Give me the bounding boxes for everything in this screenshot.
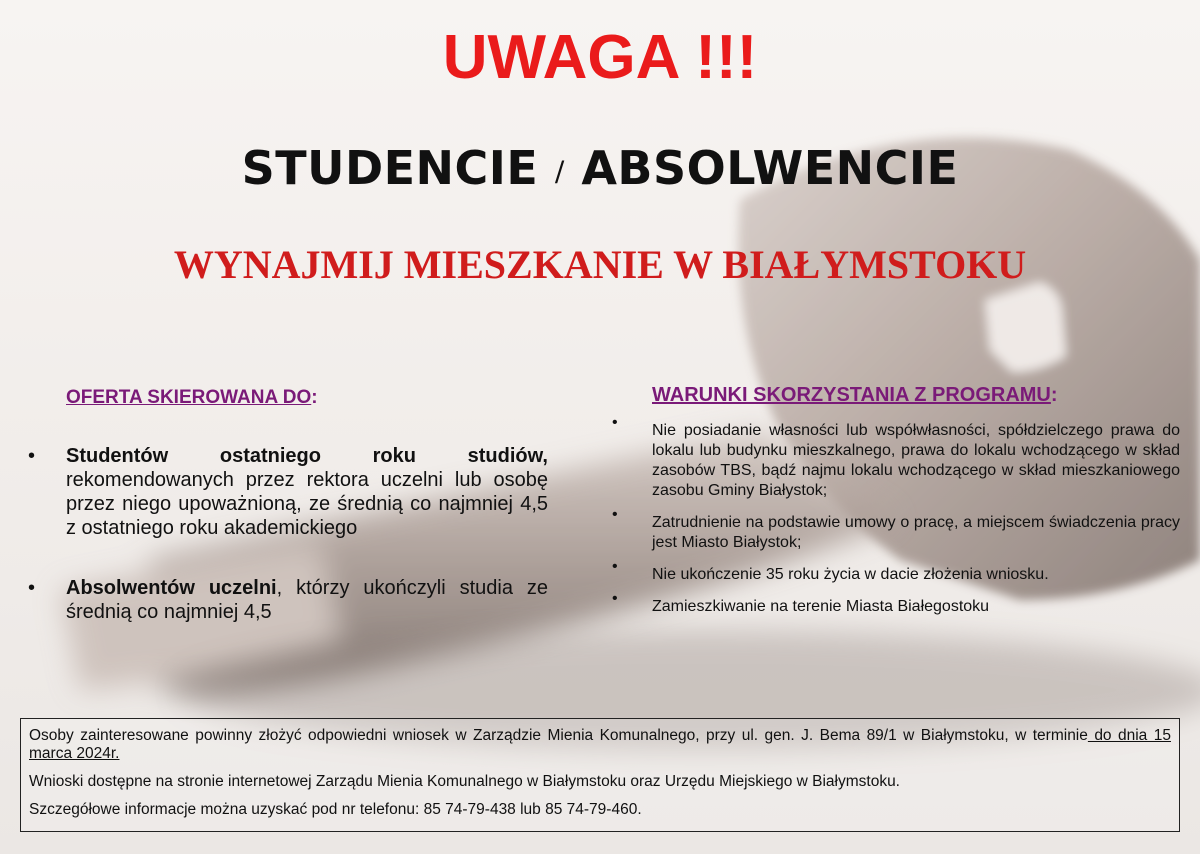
bullet-icon: •	[612, 558, 618, 575]
info-phone: Szczegółowe informacje można uzyskać pod nr telefonu: 85 74-79-438 lub 85 74-79-460.	[29, 801, 642, 818]
bullet-icon: •	[28, 577, 36, 599]
rent-title: WYNAJMIJ MIESZKANIE W BIAŁYMSTOKU	[173, 242, 1027, 287]
conditions-heading-text: WARUNKI SKORZYSTANIA Z PROGRAMU	[652, 384, 1051, 406]
conditions-heading-colon: :	[1050, 384, 1058, 406]
bullet-icon: •	[28, 445, 36, 467]
condition-item	[612, 506, 1180, 553]
audience-graduates: ABSOLWENCIE	[581, 141, 959, 195]
offer-item-bold: Studentów ostatniego roku studiów,	[66, 445, 548, 467]
conditions-heading	[652, 383, 1058, 407]
offer-item-text: rekomendowanych przez rektora uczelni lub osobę przez niego upoważnioną, ze średnią co najmniej 4,5 z ostatniego roku akademickiego	[66, 469, 548, 539]
info-deadline-date: do dnia 15 marca 2024r.	[29, 727, 1171, 762]
condition-text: Nie ukończenie 35 roku życia w dacie złożenia wniosku.	[652, 566, 1049, 583]
info-deadline-text: Osoby zainteresowane powinny złożyć odpowiedni wniosek w Zarządzie Mienia Komunalnego, przy ul. gen. J. Bema 89/1 w Białymstoku, w terminie	[29, 727, 1088, 744]
condition-item	[612, 414, 1180, 501]
offer-item-bold: Absolwentów uczelni	[66, 577, 277, 599]
conditions-list	[612, 414, 1180, 617]
offer-list	[28, 444, 548, 624]
offer-item-students	[28, 444, 548, 540]
offer-heading-text: OFERTA SKIEROWANA DO	[66, 387, 312, 408]
condition-text: Zatrudnienie na podstawie umowy o pracę, a miejscem świadczenia pracy jest Miasto Białystok;	[652, 514, 1180, 551]
condition-text: Nie posiadanie własności lub współwłasności, spółdzielczego prawa do lokalu lub budynku mieszkalnego, prawa do lokalu wchodzącego w skład zasobów TBS, bądź najmu lokalu wchodzącego w skład mieszkaniowego zasobu Gminy Białystok;	[652, 422, 1180, 499]
audience-slash: /	[554, 154, 565, 188]
offer-heading-colon: :	[311, 387, 318, 408]
bullet-icon: •	[612, 414, 618, 431]
offer-item-text: , którzy ukończyli studia ze średnią co najmniej 4,5	[66, 577, 548, 623]
condition-item	[612, 558, 1180, 585]
bullet-icon: •	[612, 506, 618, 523]
info-box	[20, 718, 1180, 832]
condition-item	[612, 590, 1180, 617]
info-availability: Wnioski dostępne na stronie internetowej Zarządu Mienia Komunalnego w Białymstoku oraz Urzędu Miejskiego w Białymstoku.	[29, 773, 900, 790]
audience-students: STUDENCIE	[241, 141, 539, 195]
info-deadline	[29, 727, 1171, 763]
offer-heading	[66, 386, 318, 410]
offer-item-graduates	[28, 576, 548, 624]
warning-title: UWAGA !!!	[442, 23, 758, 92]
condition-text: Zamieszkiwanie na terenie Miasta Białegostoku	[652, 598, 990, 615]
bullet-icon: •	[612, 590, 618, 607]
audience-title	[0, 138, 1200, 202]
